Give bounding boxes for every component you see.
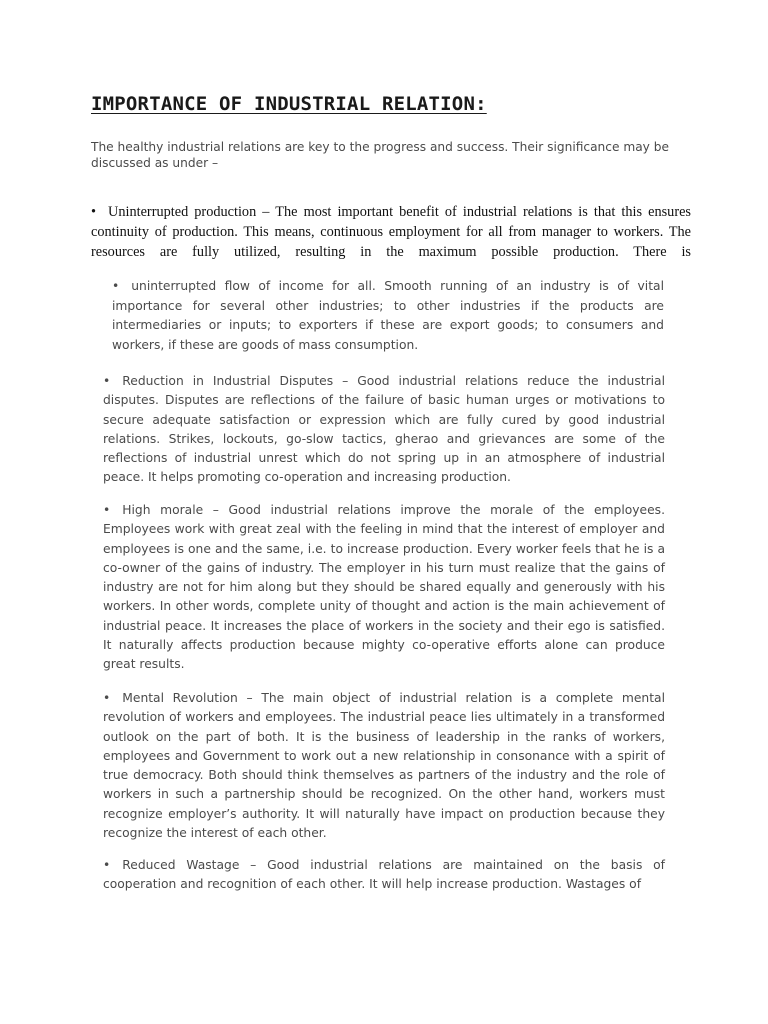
bullet-icon: • (103, 691, 111, 705)
paragraph-text: Reduced Wastage – Good industrial relations are maintained on the basis of cooperation and recognition of each other. It will help increase production. Wastages of (103, 858, 665, 892)
reduced-wastage-paragraph (103, 856, 665, 895)
bullet-icon: • (103, 858, 111, 872)
bullet-icon: • (91, 204, 97, 220)
high-morale-paragraph (103, 501, 665, 675)
uninterrupted-production-paragraph (91, 202, 691, 262)
intro-paragraph: The healthy industrial relations are key to the progress and success. Their significance may be discussed as under – (91, 140, 670, 170)
mental-revolution-paragraph (103, 689, 665, 843)
paragraph-text: Uninterrupted production – The most important benefit of industrial relations is that this ensures continuity of production. This means, continuous employment for all from manager to workers. The resources are fully utilized, resulting in the maximum possible production. There is (91, 204, 691, 260)
paragraph-text: Mental Revolution – The main object of industrial relation is a complete mental revolution of workers and employees. The industrial peace lies ultimately in a transformed outlook on the part of both. It is the business of leadership in the ranks of workers, employees and Government to work out a new relationship in consonance with a spirit of true democracy. Both should think themselves as partners of the industry and the role of workers in such a partnership should be recognized. On the other hand, workers must recognize employer’s authority. It will naturally have impact on production because they recognize the interest of each other. (103, 691, 665, 841)
bullet-icon: • (103, 503, 111, 517)
paragraph-text: High morale – Good industrial relations improve the morale of the employees. Employees work with great zeal with the feeling in mind that the interest of employer and employees is one and the same, i.e. to increase production. Every worker feels that he is a co-owner of the gains of industry. The employer in his turn must realize that the gains of industry are not for him along but they should be shared equally and generously with his workers. In other words, complete unity of thought and action is the main achievement of industrial peace. It increases the place of workers in the society and their ego is satisfied. It naturally affects production because mighty co-operative efforts alone can produce great results. (103, 503, 665, 672)
bullet-icon: • (112, 279, 120, 293)
bullet-icon: • (103, 374, 111, 388)
paragraph-text: Reduction in Industrial Disputes – Good industrial relations reduce the industrial disputes. Disputes are reflections of the failure of basic human urges or motivations to secure adequate satisfaction or expression which are fully cured by good industrial relations. Strikes, lockouts, go-slow tactics, gherao and grievances are some of the reflections of industrial unrest which do not spring up in an atmosphere of industrial peace. It helps promoting co-operation and increasing production. (103, 374, 665, 485)
continuation-paragraph (112, 277, 664, 355)
paragraph-text: uninterrupted flow of income for all. Smooth running of an industry is of vital importance for several other industries; to other industries if the products are intermediaries or inputs; to exporters if these are export goods; to consumers and workers, if these are goods of mass consumption. (112, 279, 664, 352)
reduction-disputes-paragraph (103, 372, 665, 488)
page-title: IMPORTANCE OF INDUSTRIAL RELATION: (91, 93, 487, 115)
